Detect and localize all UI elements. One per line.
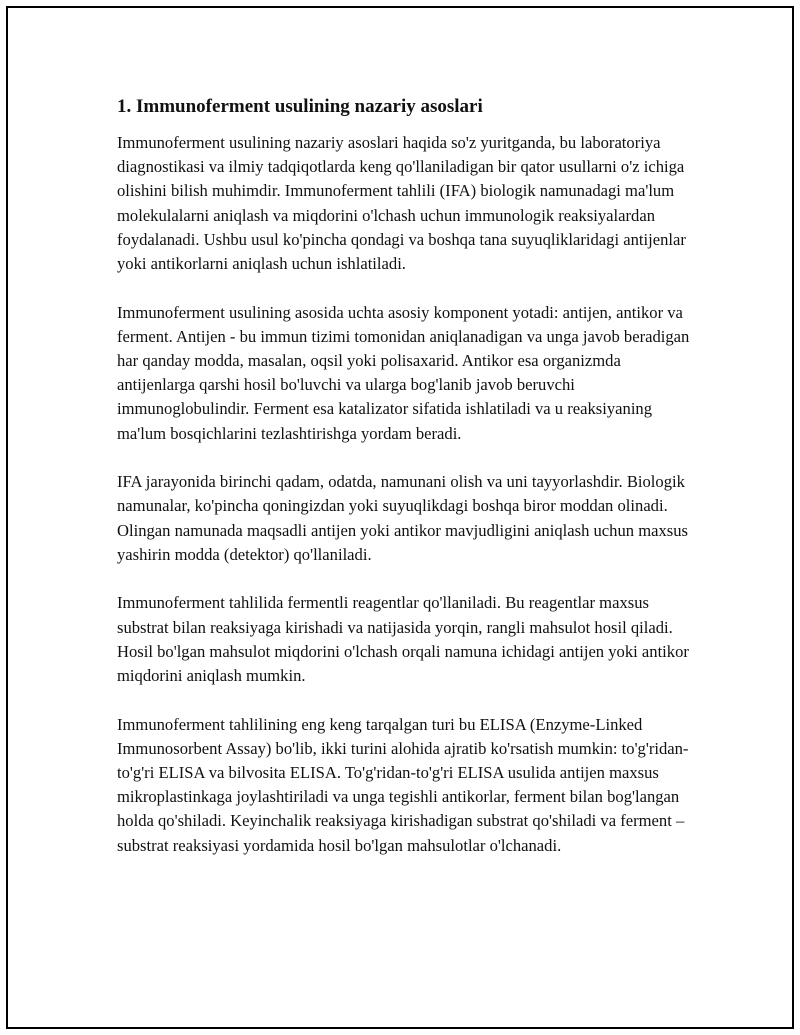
paragraph-4: Immunoferment tahlilida fermentli reagentlar qo'llaniladi. Bu reagentlar maxsus substrat bilan reaksiyaga kirishadi va natijasida yorqin, rangli mahsulot hosil qiladi. Hosil bo'lgan mahsulot miqdorini o'lchash orqali namuna ichidagi antijen yoki antikor miqdorini aniqlash mumkin. (117, 593, 689, 686)
paragraph-1: Immunoferment usulining nazariy asoslari haqida so'z yuritganda, bu laboratoriya diagnostikasi va ilmiy tadqiqotlarda keng qo'llaniladigan bir qator usullarni o'z ichiga olishini bilish muhimdir. Immunoferment tahlili (IFA) biologik namunadagi ma'lum molekulalarni aniqlash va miqdorini o'lchash uchun immunologik reaksiyalardan foydalanadi. Ushbu usul ko'pincha qondagi va boshqa tana suyuqliklaridagi antijenlar yoki antikorlarni aniqlash uchun ishlatiladi. (117, 133, 686, 274)
document-body (117, 95, 697, 882)
paragraph-5: Immunoferment tahlilining eng keng tarqalgan turi bu ELISA (Enzyme-Linked Immunosorbent Assay) bo'lib, ikki turini alohida ajratib ko'rsatish mumkin: to'g'ridan-to'g'ri ELISA va bilvosita ELISA. To'g'ridan-to'g'ri ELISA usulida antijen maxsus mikroplastinkaga joylashtiriladi va unga tegishli antikorlar, ferment bilan bog'langan holda qo'shiladi. Keyinchalik reaksiyaga kirishadigan substrat qo'shiladi va ferment – substrat reaksiyasi yordamida hosil bo'lgan mahsulotlar o'lchanadi. (117, 714, 689, 855)
paragraph-3: IFA jarayonida birinchi qadam, odatda, namunani olish va uni tayyorlashdir. Biologik namunalar, ko'pincha qoningizdan yoki suyuqlikdagi boshqa biror moddan olinadi. Olingan namunada maqsadli antijen yoki antikor mavjudligini aniqlash uchun maxsus yashirin modda (detektor) qo'llaniladi. (117, 472, 688, 564)
paragraph-2: Immunoferment usulining asosida uchta asosiy komponent yotadi: antijen, antikor va ferment. Antijen - bu immun tizimi tomonidan aniqlanadigan va unga javob beradigan har qanday modda, masalan, oqsil yoki polisaxarid. Antikor esa organizmda antijenlarga qarshi hosil bo'luvchi va ularga bog'lanib javob beruvchi immunoglobulindir. Ferment esa katalizator sifatida ishlatiladi va u reaksiyaning ma'lum bosqichlarini tezlashtirishga yordam beradi. (117, 302, 690, 443)
section-heading: 1. Immunoferment usulining nazariy asoslari (117, 96, 483, 117)
